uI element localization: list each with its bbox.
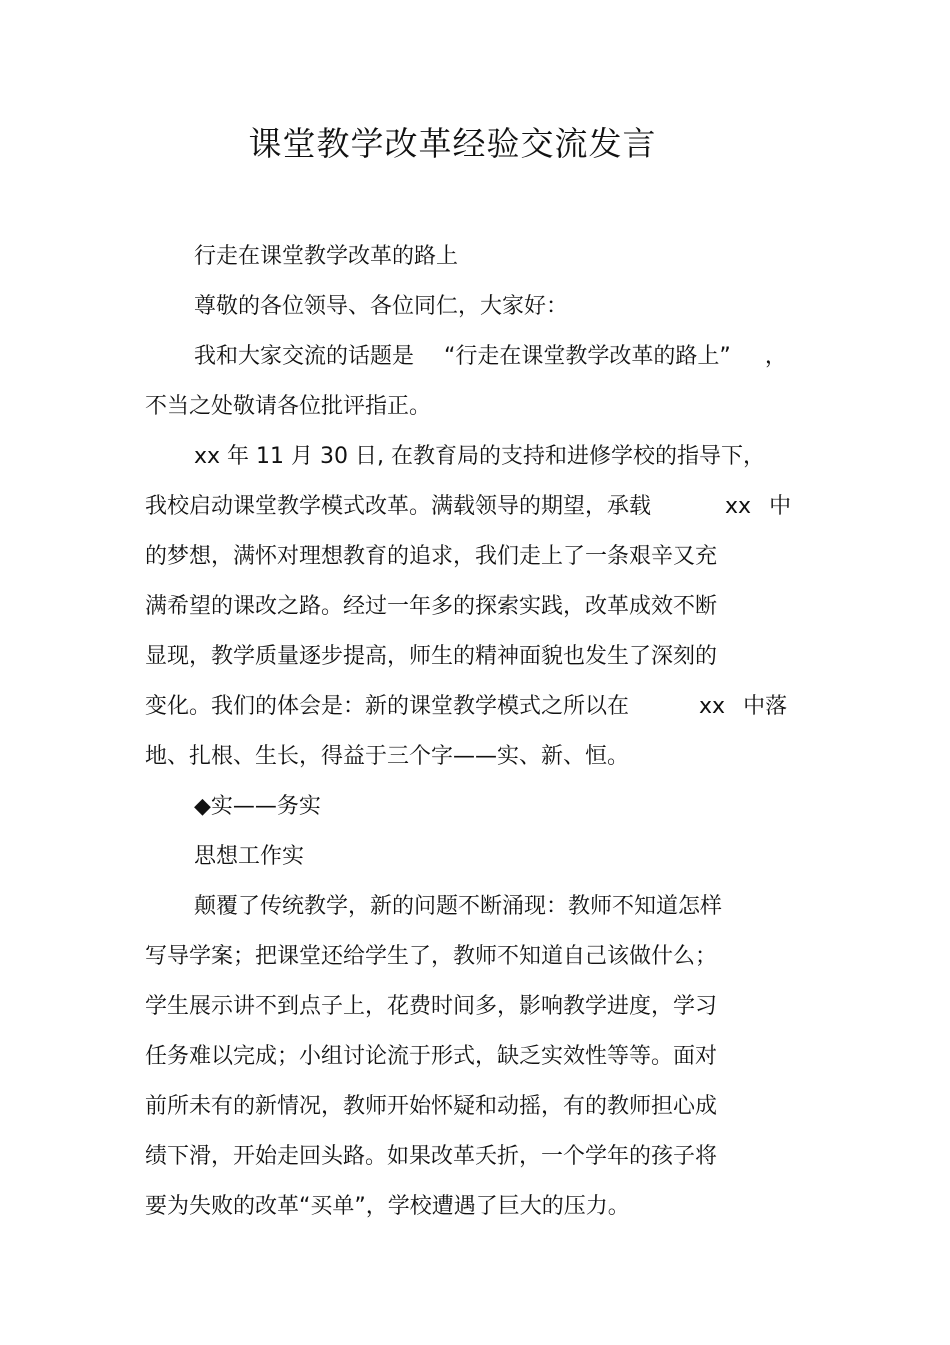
text-segment: 中落 [743,694,788,719]
salutation: 尊敬的各位领导、各位同仁，大家好： [194,294,569,319]
paragraph-line: 前所未有的新情况，教师开始怀疑和动摇，有的教师担心成 [145,1094,718,1119]
section-heading: ◆实——务实 [194,794,321,819]
paragraph-line: 的梦想，满怀对理想教育的追求，我们走上了一条艰辛又充 [145,544,718,569]
paragraph-line: 绩下滑，开始走回头路。如果改革夭折，一个学年的孩子将 [145,1144,718,1169]
paragraph-line: 颠覆了传统教学，新的问题不断涌现：教师不知道怎样 [194,894,723,919]
paragraph-line: 任务难以完成；小组讨论流于形式，缺乏实效性等等。面对 [145,1044,718,1069]
text-segment: 中 [769,494,792,519]
speech-subtitle: 行走在课堂教学改革的路上 [194,244,459,269]
paragraph-line [145,482,805,532]
paragraph-line: 显现，教学质量逐步提高，师生的精神面貌也发生了深刻的 [145,644,718,669]
paragraph-line: xx 年 11 月 30 日, 在教育局的支持和进修学校的指导下， [194,444,765,469]
paragraph-line: 写导学案；把课堂还给学生了，教师不知道自己该做什么； [145,944,718,969]
paragraph-line [194,332,805,382]
paragraph-line: 学生展示讲不到点子上，花费时间多，影响教学进度，学习 [145,994,718,1019]
subsection-heading: 思想工作实 [194,844,305,869]
paragraph-line: 要为失败的改革“买单”，学校遭遇了巨大的压力。 [145,1194,630,1219]
text-segment: xx [699,694,726,719]
paragraph-line: 不当之处敬请各位批评指正。 [145,394,432,419]
page-title: 课堂教学改革经验交流发言 [248,124,657,163]
paragraph-line [145,682,805,732]
quoted-topic: “行走在课堂教学改革的路上” [444,344,731,369]
paragraph-line: 满希望的课改之路。经过一年多的探索实践，改革成效不断 [145,594,718,619]
text-segment: 我和大家交流的话题是 [194,344,415,369]
text-segment: ， [764,344,787,369]
text-segment: 我校启动课堂教学模式改革。满载领导的期望，承载 [145,494,652,519]
text-segment: 变化。我们的体会是：新的课堂教学模式之所以在 [145,694,630,719]
text-segment: xx [725,494,752,519]
paragraph-line: 地、扎根、生长，得益于三个字——实、新、恒。 [145,744,630,769]
